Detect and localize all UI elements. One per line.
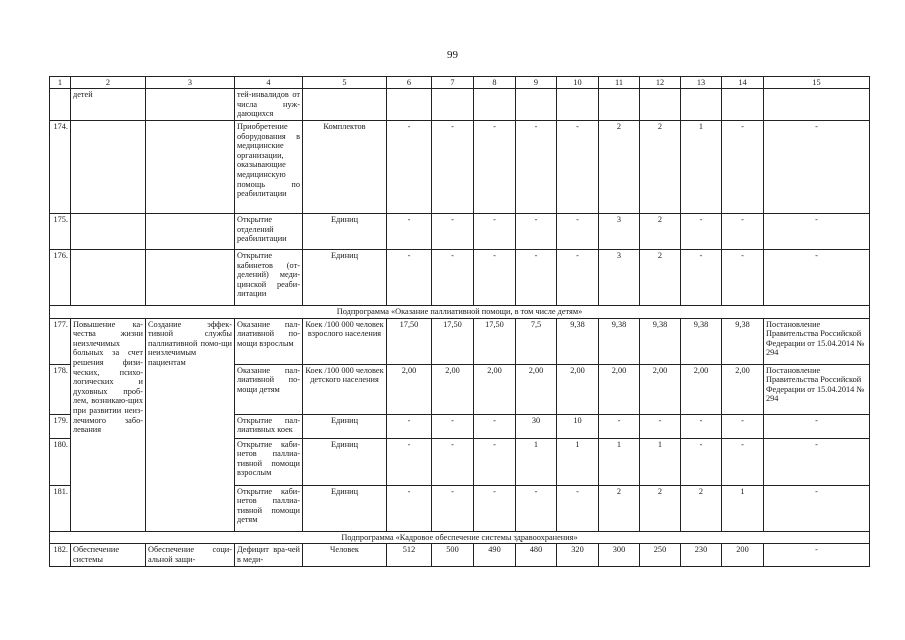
indicator-cell: Оказание пал-лиативной по-мощи взрослым <box>235 318 303 364</box>
column-number: 12 <box>640 77 681 89</box>
value-cell: 300 <box>599 544 640 567</box>
value-cell: 3 <box>599 250 640 306</box>
unit-cell: Комплектов <box>303 121 387 214</box>
column-number: 14 <box>722 77 764 89</box>
value-cell: - <box>640 414 681 438</box>
value-cell: 7,5 <box>516 318 557 364</box>
value-cell: - <box>557 214 599 250</box>
value-cell: - <box>387 214 432 250</box>
column-number: 11 <box>599 77 640 89</box>
value-cell: 1 <box>516 438 557 485</box>
value-cell: - <box>387 438 432 485</box>
unit-cell: Коек /100 000 человек взрослого населения <box>303 318 387 364</box>
value-cell: - <box>474 121 516 214</box>
indicators-table <box>49 76 870 567</box>
indicator-cell: тей-инвалидов от числа нуж-дающихся <box>235 89 303 121</box>
value-cell: 2,00 <box>557 364 599 414</box>
document-cell: - <box>764 414 870 438</box>
document-cell: - <box>764 485 870 531</box>
indicator-cell: Дефицит вра-чей в меди- <box>235 544 303 567</box>
table-row <box>50 214 870 250</box>
value-cell: - <box>722 214 764 250</box>
column-number: 9 <box>516 77 557 89</box>
value-cell: 17,50 <box>432 318 474 364</box>
value-cell: - <box>599 414 640 438</box>
goal-cell: детей <box>71 89 146 121</box>
value-cell: - <box>557 250 599 306</box>
subprogram-title: Подпрограмма «Кадровое обеспечение системы здравоохранения» <box>50 531 870 544</box>
value-cell: - <box>516 121 557 214</box>
table-row <box>50 544 870 567</box>
unit-cell: Единиц <box>303 438 387 485</box>
value-cell: 2,00 <box>516 364 557 414</box>
value-cell: 2,00 <box>640 364 681 414</box>
indicator-cell: Приобретение оборудования в медицинские организации, оказывающие медицинскую помощь по реабилитации <box>235 121 303 214</box>
value-cell: - <box>557 121 599 214</box>
column-number: 1 <box>50 77 71 89</box>
goal-cell <box>71 250 146 306</box>
value-cell: - <box>387 414 432 438</box>
value-cell: 2 <box>640 485 681 531</box>
column-number: 8 <box>474 77 516 89</box>
value-cell: 500 <box>432 544 474 567</box>
indicator-cell: Открытие каби-нетов паллиа-тивной помощи взрослым <box>235 438 303 485</box>
task-cell <box>146 250 235 306</box>
value-cell: - <box>516 485 557 531</box>
row-number: 179. <box>50 414 71 438</box>
value-cell: - <box>722 121 764 214</box>
unit-cell: Единиц <box>303 250 387 306</box>
value-cell: 1 <box>599 438 640 485</box>
indicator-cell: Открытие каби-нетов паллиа-тивной помощи детям <box>235 485 303 531</box>
value-cell: 10 <box>557 414 599 438</box>
document-cell: Постановление Правительства Российской Федерации от 15.04.2014 № 294 <box>764 364 870 414</box>
goal-cell <box>71 121 146 214</box>
value-cell: - <box>387 485 432 531</box>
column-number: 4 <box>235 77 303 89</box>
value-cell: 30 <box>516 414 557 438</box>
value-cell: - <box>432 121 474 214</box>
value-cell: - <box>387 250 432 306</box>
row-number: 181. <box>50 485 71 531</box>
value-cell: 9,38 <box>722 318 764 364</box>
value-cell: - <box>432 414 474 438</box>
value-cell: - <box>722 250 764 306</box>
value-cell: 2 <box>681 485 722 531</box>
value-cell: - <box>432 438 474 485</box>
task-cell: Создание эффек-тивной службы паллиативной помо-щи неизлечимым пациентам <box>146 318 235 531</box>
table-row <box>50 121 870 214</box>
value-cell: 490 <box>474 544 516 567</box>
value-cell: - <box>681 214 722 250</box>
indicator-cell: Открытие кабинетов (от-делений) меди-цинской реаби-литации <box>235 250 303 306</box>
value-cell: 2,00 <box>681 364 722 414</box>
value-cell: - <box>474 214 516 250</box>
value-cell: 3 <box>599 214 640 250</box>
value-cell: - <box>681 250 722 306</box>
goal-cell: Повышение ка-чества жизни неизлечимых больных за счет решения физи-ческих, психо-логических и духовных проб-лем, возникаю-щих при развитии неиз-лечимого забо-левания <box>71 318 146 531</box>
document-cell: - <box>764 121 870 214</box>
subprogram-row <box>50 306 870 319</box>
value-cell: 2,00 <box>599 364 640 414</box>
value-cell: 250 <box>640 544 681 567</box>
value-cell: 1 <box>640 438 681 485</box>
row-number: 175. <box>50 214 71 250</box>
value-cell: 2 <box>640 250 681 306</box>
goal-cell <box>71 214 146 250</box>
value-cell: 1 <box>557 438 599 485</box>
column-number: 7 <box>432 77 474 89</box>
value-cell: 480 <box>516 544 557 567</box>
value-cell: 2 <box>640 121 681 214</box>
value-cell: 17,50 <box>387 318 432 364</box>
value-cell: 2,00 <box>722 364 764 414</box>
value-cell: - <box>722 414 764 438</box>
column-number-row <box>50 77 870 89</box>
row-number-cell <box>50 89 71 121</box>
value-cell: - <box>432 214 474 250</box>
column-number: 2 <box>71 77 146 89</box>
subprogram-row <box>50 531 870 544</box>
indicator-cell: Открытие пал-лиативных коек <box>235 414 303 438</box>
row-number: 180. <box>50 438 71 485</box>
value-cell: 1 <box>722 485 764 531</box>
value-cell: - <box>681 414 722 438</box>
value-cell: 512 <box>387 544 432 567</box>
value-cell: 1 <box>681 121 722 214</box>
value-cell: - <box>722 438 764 485</box>
value-cell: 2 <box>599 121 640 214</box>
column-number: 10 <box>557 77 599 89</box>
value-cell: - <box>432 250 474 306</box>
task-cell: Обеспечение соци-альной защи- <box>146 544 235 567</box>
column-number: 3 <box>146 77 235 89</box>
value-cell: 9,38 <box>681 318 722 364</box>
row-number: 178. <box>50 364 71 414</box>
value-cell: - <box>557 485 599 531</box>
unit-cell <box>303 89 387 121</box>
task-cell <box>146 89 235 121</box>
value-cell: - <box>474 485 516 531</box>
unit-cell: Единиц <box>303 485 387 531</box>
task-cell <box>146 214 235 250</box>
indicator-cell: Оказание пал-лиативной по-мощи детям <box>235 364 303 414</box>
document-cell: - <box>764 250 870 306</box>
value-cell: 9,38 <box>599 318 640 364</box>
goal-cell: Обеспечение системы <box>71 544 146 567</box>
document-cell <box>764 89 870 121</box>
value-cell: - <box>516 214 557 250</box>
table-row <box>50 89 870 121</box>
value-cell: 2,00 <box>474 364 516 414</box>
subprogram-title: Подпрограмма «Оказание паллиативной помощи, в том числе детям» <box>50 306 870 319</box>
unit-cell: Единиц <box>303 214 387 250</box>
document-cell: Постановление Правительства Российской Федерации от 15.04.2014 № 294 <box>764 318 870 364</box>
value-cell: 17,50 <box>474 318 516 364</box>
page-number: 99 <box>447 49 458 61</box>
document-cell: - <box>764 438 870 485</box>
value-cell: - <box>681 438 722 485</box>
value-cell: - <box>474 414 516 438</box>
value-cell: 2,00 <box>387 364 432 414</box>
row-number: 176. <box>50 250 71 306</box>
value-cell: 9,38 <box>557 318 599 364</box>
value-cell: - <box>387 121 432 214</box>
column-number: 6 <box>387 77 432 89</box>
row-number: 174. <box>50 121 71 214</box>
table-row <box>50 318 870 364</box>
value-cell: 2 <box>640 214 681 250</box>
task-cell <box>146 121 235 214</box>
row-number: 177. <box>50 318 71 364</box>
column-number: 13 <box>681 77 722 89</box>
row-number: 182. <box>50 544 71 567</box>
value-cell: - <box>432 485 474 531</box>
value-cell: 200 <box>722 544 764 567</box>
value-cell: - <box>474 438 516 485</box>
value-cell: - <box>516 250 557 306</box>
value-cell: 9,38 <box>640 318 681 364</box>
value-cell: 2 <box>599 485 640 531</box>
table-row <box>50 250 870 306</box>
value-cell: - <box>474 250 516 306</box>
unit-cell: Единиц <box>303 414 387 438</box>
value-cell: 230 <box>681 544 722 567</box>
value-cell: 320 <box>557 544 599 567</box>
column-number: 5 <box>303 77 387 89</box>
document-cell: - <box>764 544 870 567</box>
column-number: 15 <box>764 77 870 89</box>
document-cell: - <box>764 214 870 250</box>
indicator-cell: Открытие отделений реабилитации <box>235 214 303 250</box>
value-cell: 2,00 <box>432 364 474 414</box>
unit-cell: Человек <box>303 544 387 567</box>
unit-cell: Коек /100 000 человек детского населения <box>303 364 387 414</box>
